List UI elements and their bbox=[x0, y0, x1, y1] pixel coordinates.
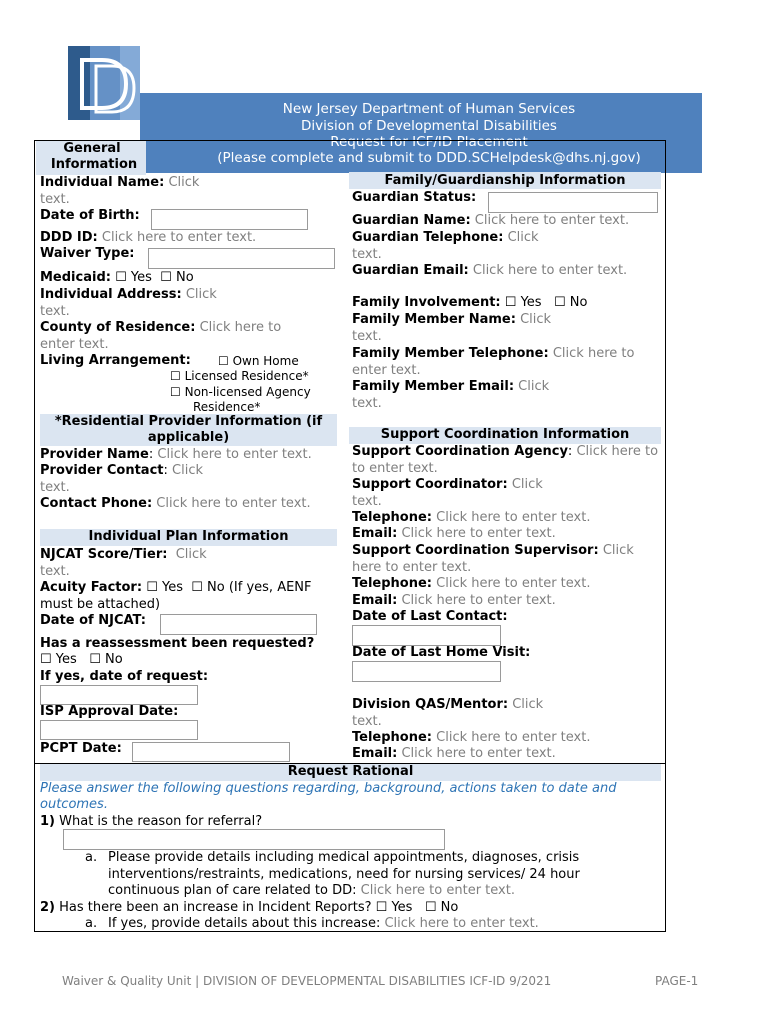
rational-instructions-1: Please answer the following questions regarding, background, actions taken to date and bbox=[40, 781, 617, 796]
guardian-email-label: Guardian Email: bbox=[352, 263, 469, 278]
question-1-text: What is the reason for referral? bbox=[59, 814, 263, 829]
guardian-status-input[interactable] bbox=[488, 192, 658, 213]
provider-name-field[interactable] bbox=[40, 447, 312, 464]
family-member-phone-value-cont[interactable]: enter text. bbox=[352, 362, 421, 378]
provider-title-1: *Residential Provider Information (if bbox=[54, 414, 323, 429]
ddd-logo bbox=[68, 46, 143, 122]
last-visit-label: Date of Last Home Visit: bbox=[352, 645, 531, 660]
sc-agency-field[interactable] bbox=[352, 444, 667, 477]
qas-email-value[interactable]: Click here to enter text. bbox=[401, 746, 556, 761]
county-field[interactable] bbox=[40, 320, 340, 353]
qas-label: Division QAS/Mentor: bbox=[352, 697, 509, 712]
sc-coordinator-value-cont[interactable]: text. bbox=[352, 493, 382, 509]
request-date-label: If yes, date of request: bbox=[40, 669, 209, 684]
sc-email-value[interactable]: Click here to enter text. bbox=[401, 526, 556, 541]
njcat-date-label: Date of NJCAT: bbox=[40, 613, 146, 628]
medicaid-field bbox=[40, 270, 194, 287]
county-value[interactable]: Click here to bbox=[199, 320, 282, 335]
reassess-no-checkbox[interactable]: ☐ bbox=[89, 652, 101, 667]
header-line-3: Request for ICF/ID Placement bbox=[330, 134, 528, 150]
licensed-checkbox[interactable]: ☐ bbox=[170, 369, 181, 383]
guardian-phone-value[interactable]: Click bbox=[507, 230, 539, 245]
family-member-email-value-cont[interactable]: text. bbox=[352, 395, 382, 411]
provider-contact-value-cont[interactable]: text. bbox=[40, 479, 70, 495]
acuity-field bbox=[40, 580, 312, 597]
address-field[interactable] bbox=[40, 287, 340, 320]
qas-telephone-value[interactable]: Click here to enter text. bbox=[436, 730, 591, 745]
acuity-label: Acuity Factor: bbox=[40, 580, 143, 595]
nonlicensed-label: Non-licensed Agency bbox=[184, 385, 311, 399]
sc-supervisor-label: Support Coordination Supervisor: bbox=[352, 543, 599, 558]
medicaid-no-checkbox[interactable]: ☐ bbox=[160, 270, 172, 285]
family-title: Family/Guardianship Information bbox=[384, 173, 626, 188]
ddd-id-field[interactable] bbox=[40, 230, 256, 247]
contact-phone-field[interactable] bbox=[40, 496, 311, 513]
rational-instructions-2: outcomes. bbox=[40, 797, 108, 812]
county-label: County of Residence: bbox=[40, 320, 196, 335]
rational-title: Request Rational bbox=[287, 764, 414, 779]
pcpt-date-input[interactable] bbox=[132, 742, 290, 762]
question-2a-text: If yes, provide details about this increase: bbox=[108, 916, 381, 931]
qas-value-cont[interactable]: text. bbox=[352, 713, 382, 729]
guardian-email-field[interactable] bbox=[352, 263, 627, 280]
supervisor-telephone-field[interactable] bbox=[352, 576, 590, 593]
ddd-id-label: DDD ID: bbox=[40, 230, 98, 245]
individual-name-value[interactable]: Click bbox=[168, 175, 200, 190]
family-member-name-value-cont[interactable]: text. bbox=[352, 328, 382, 344]
sc-supervisor-value-cont[interactable]: here to enter text. bbox=[352, 559, 472, 575]
own-home-checkbox[interactable]: ☐ bbox=[218, 354, 229, 368]
header-line-4: (Please complete and submit to DDD.SCHelpdesk@dhs.nj.gov) bbox=[217, 150, 641, 166]
acuity-yes-checkbox[interactable]: ☐ bbox=[146, 580, 158, 595]
last-contact-input[interactable] bbox=[352, 625, 501, 646]
family-member-name-field[interactable] bbox=[352, 312, 667, 345]
guardian-email-value[interactable]: Click here to enter text. bbox=[472, 263, 628, 278]
guardian-phone-value-cont[interactable]: text. bbox=[352, 246, 382, 262]
acuity-no-label: No (If yes, AENF bbox=[207, 580, 312, 595]
sc-agency-colon: : bbox=[567, 444, 573, 459]
support-title: Support Coordination Information bbox=[380, 427, 630, 442]
provider-name-label: Provider Name bbox=[40, 447, 149, 462]
sc-supervisor-field[interactable] bbox=[352, 543, 667, 576]
guardian-phone-field[interactable] bbox=[352, 230, 662, 263]
njcat-date-input[interactable] bbox=[160, 614, 317, 635]
general-title-1: General bbox=[63, 141, 121, 156]
family-member-email-field[interactable] bbox=[352, 379, 667, 412]
isp-date-input[interactable] bbox=[40, 720, 198, 740]
question-1a-line-2: interventions/restraints, medications, need for nursing services/ 24 hour bbox=[108, 866, 580, 882]
nonlicensed-label-cont: Residence* bbox=[193, 400, 261, 414]
question-1a-line-1: Please provide details including medical appointments, diagnoses, crisis bbox=[108, 850, 580, 865]
contact-phone-label: Contact Phone: bbox=[40, 496, 153, 511]
question-2-number: 2) bbox=[40, 900, 55, 915]
supervisor-telephone-value[interactable]: Click here to enter text. bbox=[436, 576, 591, 591]
question-2a-label: a. bbox=[85, 916, 98, 931]
reassessment-options bbox=[40, 652, 123, 669]
sc-telephone-label: Telephone: bbox=[352, 510, 432, 525]
guardian-phone-label: Guardian Telephone: bbox=[352, 230, 504, 245]
qas-telephone-label: Telephone: bbox=[352, 730, 432, 745]
question-2a-value[interactable]: Click here to enter text. bbox=[384, 916, 539, 931]
address-value-cont[interactable]: text. bbox=[40, 303, 70, 319]
medicaid-label: Medicaid: bbox=[40, 270, 111, 285]
question-1a-line-3: continuous plan of care related to DD: bbox=[108, 883, 357, 898]
reassess-yes-label: Yes bbox=[55, 652, 77, 667]
individual-name-value-cont[interactable]: text. bbox=[40, 191, 70, 207]
family-member-email-label: Family Member Email: bbox=[352, 379, 515, 394]
qas-value[interactable]: Click bbox=[512, 697, 544, 712]
q2-no-checkbox[interactable]: ☐ bbox=[424, 900, 437, 915]
nonlicensed-checkbox[interactable]: ☐ bbox=[170, 385, 181, 399]
involvement-no-label: No bbox=[569, 295, 588, 310]
provider-name-value[interactable]: Click here to enter text. bbox=[157, 447, 312, 462]
family-involvement-field bbox=[352, 295, 587, 312]
question-2a[interactable] bbox=[108, 916, 539, 933]
njcat-field[interactable] bbox=[40, 547, 340, 580]
njcat-value-cont[interactable]: text. bbox=[40, 563, 70, 579]
ddd-id-value[interactable]: Click here to enter text. bbox=[101, 230, 257, 245]
reassess-no-label: No bbox=[105, 652, 123, 667]
guardian-status-label: Guardian Status: bbox=[352, 190, 477, 205]
family-member-email-value[interactable]: Click bbox=[518, 379, 550, 394]
waiver-type-label: Waiver Type: bbox=[40, 246, 135, 261]
provider-contact-label: Provider Contact bbox=[40, 463, 164, 478]
acuity-note: must be attached) bbox=[40, 597, 161, 612]
guardian-name-label: Guardian Name: bbox=[352, 213, 471, 228]
question-2-text: Has there been an increase in Incident Reports? bbox=[59, 900, 372, 915]
request-date-input[interactable] bbox=[40, 685, 198, 705]
sc-email-field[interactable] bbox=[352, 526, 556, 543]
qas-email-field[interactable] bbox=[352, 746, 556, 763]
family-member-phone-value[interactable]: Click here to bbox=[552, 346, 635, 361]
provider-contact-value[interactable]: Click bbox=[172, 463, 204, 478]
q2-yes-label: Yes bbox=[391, 900, 413, 915]
individual-name-label: Individual Name: bbox=[40, 175, 165, 190]
involvement-no-checkbox[interactable]: ☐ bbox=[553, 295, 566, 310]
question-1-number: 1) bbox=[40, 814, 55, 829]
njcat-label: NJCAT Score/Tier: bbox=[40, 547, 168, 562]
q2-no-label: No bbox=[440, 900, 459, 915]
family-member-name-value[interactable]: Click bbox=[520, 312, 552, 327]
question-1a-value[interactable]: Click here to enter text. bbox=[360, 883, 515, 898]
dob-label: Date of Birth: bbox=[40, 208, 140, 223]
waiver-type-input[interactable] bbox=[148, 248, 335, 269]
footer-left: Waiver & Quality Unit | DIVISION OF DEVELOPMENTAL DISABILITIES ICF-ID 9/2021 bbox=[62, 974, 552, 988]
provider-title-2: applicable) bbox=[147, 430, 230, 445]
address-label: Individual Address: bbox=[40, 287, 182, 302]
family-involvement-label: Family Involvement: bbox=[352, 295, 501, 310]
acuity-no-checkbox[interactable]: ☐ bbox=[191, 580, 203, 595]
page-number: PAGE-1 bbox=[655, 974, 699, 988]
sc-supervisor-value[interactable]: Click bbox=[602, 543, 634, 558]
sc-telephone-field[interactable] bbox=[352, 510, 590, 527]
sc-agency-value-cont[interactable]: to enter text. bbox=[352, 460, 438, 476]
sc-coordinator-value[interactable]: Click bbox=[511, 477, 543, 492]
supervisor-email-value[interactable]: Click here to enter text. bbox=[401, 593, 556, 608]
referral-reason-input[interactable] bbox=[63, 829, 445, 850]
contact-phone-value[interactable]: Click here to enter text. bbox=[156, 496, 311, 511]
own-home-label: Own Home bbox=[232, 354, 299, 368]
licensed-label: Licensed Residence* bbox=[184, 369, 309, 383]
reassessment-label: Has a reassessment been requested? bbox=[40, 636, 315, 651]
living-arrangement-label: Living Arrangement: bbox=[40, 353, 191, 368]
sc-telephone-value[interactable]: Click here to enter text. bbox=[436, 510, 591, 525]
last-visit-input[interactable] bbox=[352, 661, 501, 682]
question-2 bbox=[40, 900, 458, 917]
provider-name-colon: : bbox=[148, 447, 154, 462]
address-value[interactable]: Click bbox=[185, 287, 217, 302]
medicaid-yes-label: Yes bbox=[130, 270, 152, 285]
family-member-phone-field[interactable] bbox=[352, 346, 667, 379]
family-member-phone-label: Family Member Telephone: bbox=[352, 346, 549, 361]
supervisor-email-field[interactable] bbox=[352, 593, 556, 610]
provider-contact-colon: : bbox=[163, 463, 168, 478]
sc-coordinator-label: Support Coordinator: bbox=[352, 477, 508, 492]
provider-contact-field[interactable] bbox=[40, 463, 340, 496]
dob-input[interactable] bbox=[151, 209, 308, 230]
involvement-yes-label: Yes bbox=[520, 295, 542, 310]
medicaid-no-label: No bbox=[175, 270, 194, 285]
general-title-2: Information bbox=[50, 157, 138, 172]
acuity-yes-label: Yes bbox=[161, 580, 183, 595]
q2-yes-checkbox[interactable]: ☐ bbox=[375, 900, 388, 915]
involvement-yes-checkbox[interactable]: ☐ bbox=[504, 295, 517, 310]
qas-email-label: Email: bbox=[352, 746, 398, 761]
last-contact-label: Date of Last Contact: bbox=[352, 609, 508, 624]
sc-agency-label: Support Coordination Agency bbox=[352, 444, 568, 459]
qas-field[interactable] bbox=[352, 697, 667, 730]
sc-coordinator-field[interactable] bbox=[352, 477, 667, 510]
licensed-option[interactable] bbox=[170, 368, 309, 385]
header-line-1: New Jersey Department of Human Services bbox=[282, 101, 576, 117]
njcat-value[interactable]: Click bbox=[175, 547, 207, 562]
qas-telephone-field[interactable] bbox=[352, 730, 590, 747]
individual-name-field[interactable] bbox=[40, 175, 340, 208]
supervisor-email-label: Email: bbox=[352, 593, 398, 608]
sc-agency-value[interactable]: Click here to bbox=[576, 444, 659, 459]
question-1a-label: a. bbox=[85, 850, 98, 865]
medicaid-yes-checkbox[interactable]: ☐ bbox=[115, 270, 127, 285]
pcpt-label: PCPT Date: bbox=[40, 741, 122, 756]
header-line-2: Division of Developmental Disabilities bbox=[301, 118, 557, 134]
supervisor-telephone-label: Telephone: bbox=[352, 576, 432, 591]
guardian-name-field[interactable] bbox=[352, 213, 629, 230]
family-member-name-label: Family Member Name: bbox=[352, 312, 516, 327]
guardian-name-value[interactable]: Click here to enter text. bbox=[474, 213, 630, 228]
county-value-cont[interactable]: enter text. bbox=[40, 336, 109, 352]
question-1a[interactable] bbox=[108, 850, 648, 900]
sc-email-label: Email: bbox=[352, 526, 398, 541]
plan-title: Individual Plan Information bbox=[88, 529, 289, 544]
isp-label: ISP Approval Date: bbox=[40, 704, 179, 719]
reassess-yes-checkbox[interactable]: ☐ bbox=[40, 652, 52, 667]
